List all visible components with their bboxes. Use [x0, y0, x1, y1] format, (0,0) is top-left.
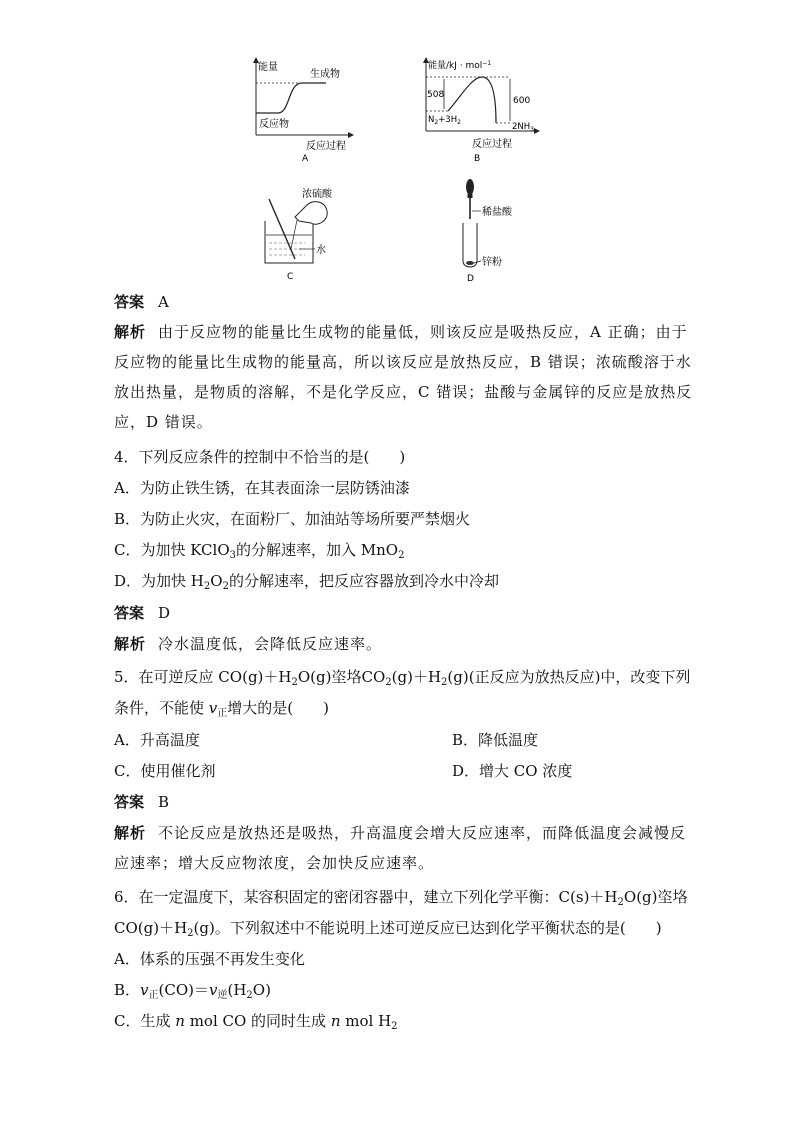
q6-option-c — [114, 1011, 398, 1031]
q4-stem: 4．下列反应条件的控制中不恰当的是( ) — [114, 448, 406, 466]
text: (g)＋H — [391, 668, 442, 686]
value-600: 600 — [513, 96, 531, 106]
text: B． — [114, 981, 141, 999]
x-axis-arrow — [534, 128, 540, 134]
subscript: 2 — [222, 581, 229, 592]
text: (g)。下列叙述中不能说明上述可逆反应已达到化学平衡状态的是( ) — [193, 919, 662, 937]
test-tube — [463, 223, 477, 267]
text: C．为加快 KClO — [114, 541, 230, 559]
subscript: 2 — [391, 1021, 398, 1032]
glass-rod — [269, 199, 295, 259]
q6-option-a: A．体系的压强不再发生变化 — [114, 950, 305, 968]
analysis-label: 解析 — [114, 323, 147, 341]
products-label: 生成物 — [310, 69, 340, 80]
q6-option-b — [114, 980, 271, 1000]
answer-label: 答案 — [114, 293, 145, 311]
water-label: 水 — [316, 245, 326, 256]
analysis-text: 不论反应是放热还是吸热，升高温度会增大反应速率，而降低温度会减慢反 — [158, 824, 687, 842]
figure-label: D — [467, 274, 474, 284]
answer-label: 答案 — [114, 793, 145, 811]
q3-analysis-line-3: 放出热量，是物质的溶解，不是化学反应，C 错误；盐酸与金属锌的反应是放热反 — [114, 383, 693, 401]
figure-a-energy-diagram — [240, 55, 370, 165]
products-label: $2NH_3$ — [512, 122, 534, 133]
subscript: 3 — [229, 550, 236, 561]
figure-label: B — [474, 154, 481, 164]
q5-analysis-line-1 — [114, 823, 686, 843]
y-axis-label: 能量/kJ · mol$^{-1}$ — [428, 60, 492, 71]
figure-b-energy-diagram — [410, 55, 550, 165]
analysis-label: 解析 — [114, 635, 147, 653]
beaker — [265, 221, 313, 263]
q4-option-a: A．为防止铁生锈，在其表面涂一层防锈油漆 — [114, 479, 410, 497]
subscript: 正 — [148, 990, 159, 1001]
y-axis-label: 能量 — [258, 62, 278, 73]
text: O(g) — [623, 888, 658, 906]
text: O(g) — [297, 668, 332, 686]
q5-options-row-2 — [114, 761, 674, 781]
answer-value: B — [158, 793, 170, 811]
subscript: 2 — [617, 897, 624, 908]
text: CO — [361, 668, 386, 686]
subscript: 2 — [441, 677, 448, 688]
q5-answer — [114, 792, 169, 812]
acid-bottle — [295, 202, 327, 225]
q3-analysis-line-2: 反应物的能量比生成物的能量高，所以该反应是放热反应，B 错误；浓硫酸溶于水 — [114, 353, 692, 371]
x-axis-label: 反应过程 — [306, 141, 346, 152]
q6-stem-line-1 — [114, 887, 688, 907]
subscript: 2 — [187, 928, 194, 939]
text: O — [210, 572, 223, 590]
text: (H — [227, 981, 247, 999]
q5-stem-line-2 — [114, 698, 329, 718]
variable-n: n — [330, 1012, 341, 1030]
zinc-powder — [466, 261, 474, 265]
acid-label: 浓硫酸 — [302, 189, 332, 200]
text: 5．在可逆反应 CO(g)＋H — [114, 668, 292, 686]
analysis-text: 由于反应物的能量比生成物的能量低，则该反应是吸热反应，A 正确；由于 — [158, 323, 688, 341]
text: mol CO 的同时生成 — [184, 1012, 331, 1030]
text: 条件，不能使 — [114, 699, 209, 717]
text: (g)(正反应为放热反应)中，改变下列 — [447, 668, 691, 686]
text: 6．在一定温度下，某容积固定的密闭容器中，建立下列化学平衡：C(s)＋H — [114, 888, 618, 906]
q3-analysis-line-1 — [114, 322, 688, 342]
figure-label: C — [287, 272, 294, 282]
subscript: 2 — [246, 990, 253, 1001]
subscript: 2 — [291, 677, 298, 688]
variable-n: n — [175, 1012, 185, 1030]
equilibrium-sign: 垐垎 — [657, 888, 688, 906]
velocity-symbol: v — [209, 981, 218, 999]
q4-analysis — [114, 634, 382, 654]
energy-curve — [256, 83, 326, 113]
reactants-label: $N_2+3H_2$ — [428, 115, 461, 126]
acid-stream — [291, 220, 297, 249]
q5-analysis-line-2: 应速率；增大反应物浓度，会加快反应速率。 — [114, 854, 435, 872]
analysis-label: 解析 — [114, 824, 147, 842]
answer-value: D — [158, 604, 171, 622]
q5-options-row-1 — [114, 730, 674, 750]
q4-option-d — [114, 571, 499, 591]
text: C．生成 — [114, 1012, 176, 1030]
text: (CO)＝ — [158, 981, 209, 999]
q5-option-d: D．增大 CO 浓度 — [452, 762, 573, 780]
answer-value: A — [158, 293, 169, 311]
zinc-label: 锌粉 — [482, 257, 502, 268]
text: 增大的是( ) — [227, 699, 329, 717]
x-axis-arrow — [348, 132, 354, 138]
q5-option-b: B．降低温度 — [452, 731, 539, 749]
value-508: 508 — [427, 90, 445, 100]
subscript: 2 — [203, 581, 211, 592]
equilibrium-sign: 垐垎 — [331, 668, 362, 686]
subscript: 2 — [398, 550, 405, 561]
text: O) — [252, 981, 271, 999]
velocity-symbol: v — [140, 981, 149, 999]
text: CO(g)＋H — [114, 919, 188, 937]
zinc-pointer — [474, 261, 481, 263]
velocity-symbol: v — [208, 699, 218, 717]
subscript: 正 — [217, 708, 228, 719]
q5-stem-line-1 — [114, 667, 690, 687]
q5-option-a: A．升高温度 — [114, 731, 200, 749]
text: 的分解速率，加入 MnO — [236, 541, 399, 559]
subscript: 逆 — [217, 990, 228, 1001]
q3-answer — [114, 292, 169, 312]
q3-analysis-line-4: 应，D 错误。 — [114, 413, 213, 431]
figure-c-beaker — [255, 183, 365, 283]
q5-option-c: C．使用催化剂 — [114, 762, 216, 780]
q6-stem-line-2 — [114, 918, 662, 938]
q4-option-b: B．为防止火灾，在面粉厂、加油站等场所要严禁烟火 — [114, 510, 471, 528]
text: D．为加快 H — [114, 572, 204, 590]
q4-option-c — [114, 540, 404, 560]
dropper-neck — [468, 194, 473, 198]
reactants-label: 反应物 — [259, 119, 289, 130]
subscript: 2 — [385, 677, 392, 688]
figure-label: A — [302, 154, 309, 164]
q4-answer — [114, 603, 170, 623]
text: mol H — [340, 1012, 392, 1030]
text: 的分解速率，把反应容器放到冷水中冷却 — [228, 572, 499, 590]
figure-d-test-tube — [445, 175, 535, 285]
acid-label: 稀盐酸 — [482, 207, 512, 218]
x-axis-label: 反应过程 — [472, 139, 512, 150]
analysis-text: 冷水温度低，会降低反应速率。 — [158, 635, 383, 653]
dropper-bulb — [466, 179, 474, 195]
answer-label: 答案 — [114, 604, 145, 622]
